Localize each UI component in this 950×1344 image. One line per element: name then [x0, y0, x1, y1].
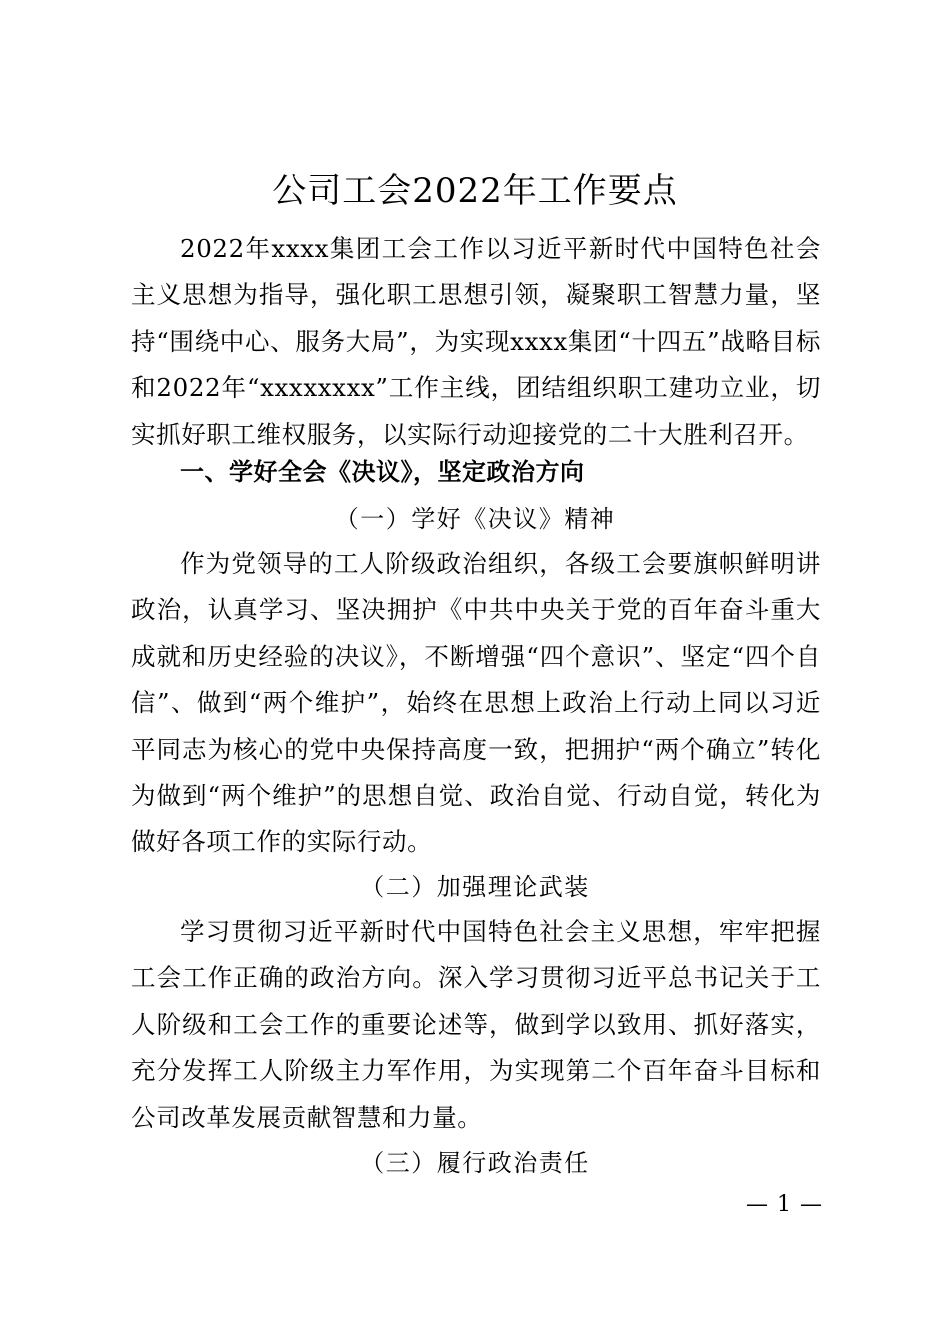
- intro-paragraph: 2022年xxxx集团工会工作以习近平新时代中国特色社会主义思想为指导，强化职工思想引领，凝聚职工智慧力量，坚持“围绕中心、服务大局”，为实现xxxx集团“十四五”战略目标和2022年“xxxxxxxx”工作主线，团结组织职工建功立业，切实抓好职工维权服务，以实际行动迎接党的二十大胜利召开。: [131, 234, 821, 449]
- subsection-3-heading: （三）履行政治责任: [360, 1149, 590, 1177]
- subsection-1-body: 作为党领导的工人阶级政治组织，各级工会要旗帜鲜明讲政治，认真学习、坚决拥护《中共中央关于党的百年奋斗重大成就和历史经验的决议》，不断增强“四个意识”、坚定“四个自信”、做到“两个维护”，始终在思想上政治上行动上同以习近平同志为核心的党中央保持高度一致，把拥护“两个确立”转化为做到“两个维护”的思想自觉、政治自觉、行动自觉，转化为做好各项工作的实际行动。: [131, 549, 821, 857]
- subsection-2-heading: （二）加强理论武装: [360, 873, 590, 901]
- section-1-heading: 一、学好全会《决议》，坚定政治方向: [180, 458, 585, 486]
- subsection-1-heading: （一）学好《决议》精神: [334, 505, 616, 533]
- page-number: — 1 —: [746, 1192, 823, 1217]
- document-title: 公司工会2022年工作要点: [272, 171, 678, 211]
- subsection-2-body: 学习贯彻习近平新时代中国特色社会主义思想，牢牢把握工会工作正确的政治方向。深入学习贯彻习近平总书记关于工人阶级和工会工作的重要论述等，做到学以致用、抓好落实，充分发挥工人阶级主力军作用，为实现第二个百年奋斗目标和公司改革发展贡献智慧和力量。: [131, 917, 821, 1132]
